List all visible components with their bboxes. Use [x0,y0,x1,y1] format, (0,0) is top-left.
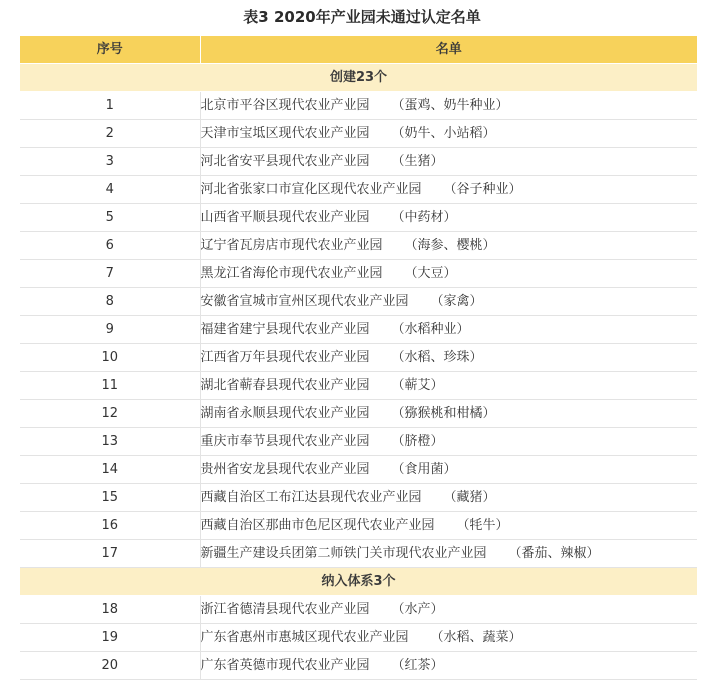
row-number: 12 [20,400,200,428]
table-row [20,596,697,624]
industry-tag: （中药材） [391,210,457,225]
industry-tag: （食用菌） [391,462,457,477]
park-name: 广东省惠州市惠城区现代农业产业园 [200,630,409,645]
group-row [20,568,697,596]
row-number: 11 [20,372,200,400]
industry-tag: （猕猴桃和柑橘） [391,406,496,421]
group-row [20,64,697,92]
row-number: 2 [20,120,200,148]
table-header [20,36,697,64]
table-row [20,456,697,484]
park-name: 新疆生产建设兵团第二师铁门关市现代农业产业园 [200,546,487,561]
industry-tag: （水稻种业） [391,322,470,337]
row-name-cell [200,120,697,148]
row-number: 17 [20,540,200,568]
table-title: 表3 2020年产业园未通过认定名单 [243,8,481,26]
park-name: 广东省英德市现代农业产业园 [200,658,370,673]
industry-tag: （生猪） [391,154,444,169]
park-name: 福建省建宁县现代农业产业园 [200,322,370,337]
row-number: 15 [20,484,200,512]
park-name: 西藏自治区那曲市色尼区现代农业产业园 [200,518,435,533]
row-name-cell [200,260,697,288]
row-name-cell [200,624,697,652]
row-number: 14 [20,456,200,484]
row-name-cell [200,484,697,512]
row-name-cell [200,372,697,400]
park-name: 山西省平顺县现代农业产业园 [200,210,370,225]
row-name-cell [200,316,697,344]
park-name: 辽宁省瓦房店市现代农业产业园 [200,238,383,253]
row-name-cell [200,288,697,316]
row-name-cell [200,92,697,120]
industry-tag: （水稻、珍珠） [391,350,483,365]
row-number: 3 [20,148,200,176]
industry-tag: （水产） [391,602,444,617]
table-row [20,204,697,232]
park-name: 天津市宝坻区现代农业产业园 [200,126,370,141]
row-number: 10 [20,344,200,372]
row-name-cell [200,428,697,456]
row-number: 4 [20,176,200,204]
industry-tag: （牦牛） [456,518,509,533]
row-number: 13 [20,428,200,456]
row-number: 7 [20,260,200,288]
industry-tag: （水稻、蔬菜） [430,630,522,645]
row-number: 18 [20,596,200,624]
row-number: 16 [20,512,200,540]
table-body [20,64,697,680]
industry-tag: （红茶） [391,658,444,673]
industry-tag: （海参、樱桃） [404,238,496,253]
table-row [20,148,697,176]
table-row [20,484,697,512]
park-name: 浙江省德清县现代农业产业园 [200,602,370,617]
table-row [20,176,697,204]
table-row [20,540,697,568]
table-row [20,92,697,120]
table-row [20,512,697,540]
park-name: 河北省安平县现代农业产业园 [200,154,370,169]
group-label: 创建23个 [20,64,697,92]
row-number: 6 [20,232,200,260]
table-row [20,624,697,652]
row-number: 1 [20,92,200,120]
row-name-cell [200,652,697,680]
row-name-cell [200,148,697,176]
table-row [20,372,697,400]
table-row [20,316,697,344]
table-row [20,428,697,456]
park-name: 河北省张家口市宣化区现代农业产业园 [200,182,422,197]
row-name-cell [200,232,697,260]
row-name-cell [200,400,697,428]
industry-tag: （蛋鸡、奶牛种业） [391,98,509,113]
table-row [20,652,697,680]
row-name-cell [200,176,697,204]
row-number: 19 [20,624,200,652]
header-number: 序号 [20,36,200,64]
industry-tag: （蕲艾） [391,378,444,393]
row-number: 8 [20,288,200,316]
table-row [20,232,697,260]
park-name: 西藏自治区工布江达县现代农业产业园 [200,490,422,505]
row-name-cell [200,512,697,540]
table-row [20,400,697,428]
row-name-cell [200,596,697,624]
park-name: 重庆市奉节县现代农业产业园 [200,434,370,449]
row-name-cell [200,540,697,568]
table-row [20,120,697,148]
park-name: 湖南省永顺县现代农业产业园 [200,406,370,421]
industry-tag: （脐橙） [391,434,444,449]
header-name: 名单 [200,36,697,64]
industry-tag: （奶牛、小站稻） [391,126,496,141]
table-row [20,260,697,288]
row-number: 20 [20,652,200,680]
row-number: 9 [20,316,200,344]
park-name: 黑龙江省海伦市现代农业产业园 [200,266,383,281]
industry-tag: （番茄、辣椒） [508,546,600,561]
industry-tag: （家禽） [430,294,483,309]
row-name-cell [200,456,697,484]
park-list-table [20,36,697,680]
park-name: 湖北省蕲春县现代农业产业园 [200,378,370,393]
industry-tag: （藏猪） [443,490,496,505]
table-row [20,344,697,372]
group-label: 纳入体系3个 [20,568,697,596]
park-name: 北京市平谷区现代农业产业园 [200,98,370,113]
table-row [20,288,697,316]
row-name-cell [200,344,697,372]
park-name: 江西省万年县现代农业产业园 [200,350,370,365]
park-name: 贵州省安龙县现代农业产业园 [200,462,370,477]
row-name-cell [200,204,697,232]
row-number: 5 [20,204,200,232]
park-name: 安徽省宣城市宣州区现代农业产业园 [200,294,409,309]
industry-tag: （谷子种业） [443,182,522,197]
industry-tag: （大豆） [404,266,457,281]
